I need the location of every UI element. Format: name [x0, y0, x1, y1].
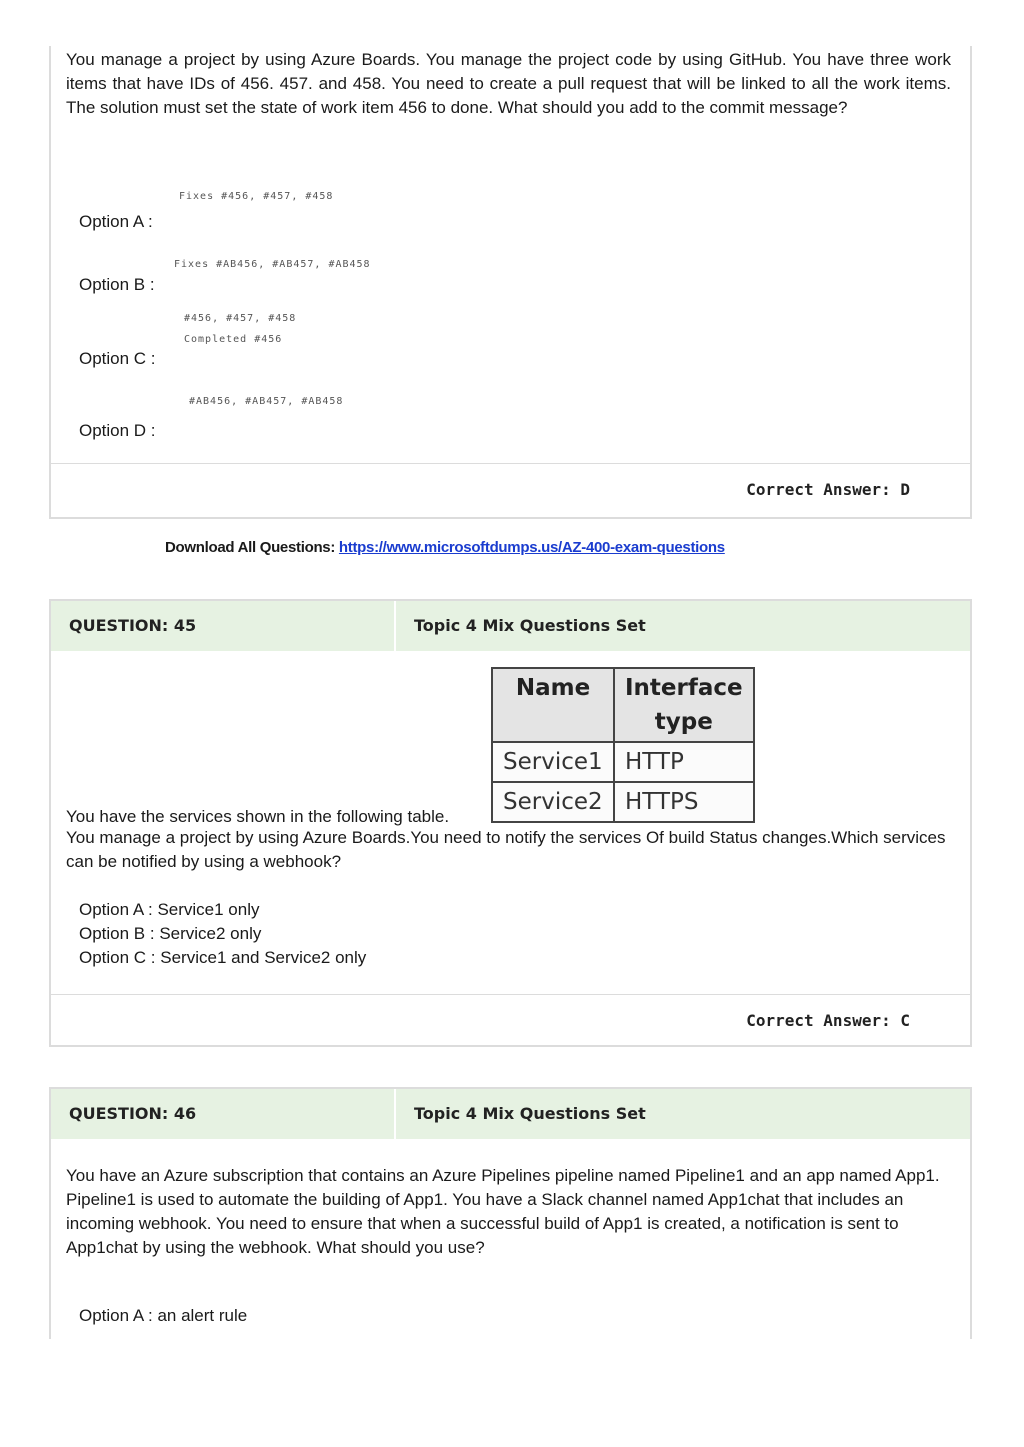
table-cell: Service1	[492, 742, 614, 782]
table-row	[492, 742, 754, 782]
question-44-text: You manage a project by using Azure Boards. You manage the project code by using GitHub. You have three work items that have IDs of 456. 457. and 458. You need to create a pull request that will be linked to all the work items. The solution must set the state of work item 456 to done. What should you add to the commit message?	[66, 50, 951, 117]
option-c-label: Option C :	[79, 349, 156, 368]
question-45-text: You manage a project by using Azure Boards.You need to notify the services Of build Status changes.Which services can be notified by using a webhook?	[66, 828, 946, 871]
option-d-label: Option D :	[79, 421, 156, 440]
answer-divider	[51, 463, 970, 464]
question-number: QUESTION: 46	[51, 1089, 396, 1139]
option-a: Option A : Service1 only	[79, 900, 260, 919]
option-c-code-line2: Completed #456	[184, 334, 283, 345]
table-cell: HTTP	[614, 742, 754, 782]
correct-answer-44: Correct Answer: D	[746, 480, 910, 499]
question-46-text: You have an Azure subscription that contains an Azure Pipelines pipeline named Pipeline1 and an app named App1. Pipeline1 is used to automate the building of App1. You have a Slack channel named App1chat that includes an incoming webhook. You need to ensure that when a successful build of App1 is created, a notification is sent to App1chat by using the webhook. What should you use?	[66, 1166, 940, 1257]
question-45-intro: You have the services shown in the following table.	[66, 807, 450, 826]
option-c-code-line1: #456, #457, #458	[184, 313, 297, 324]
question-44-card	[49, 46, 972, 519]
option-b-code: Fixes #AB456, #AB457, #AB458	[174, 259, 371, 270]
answer-divider	[51, 994, 970, 995]
table-cell: HTTPS	[614, 782, 754, 822]
table-header-row	[492, 668, 754, 742]
question-topic: Topic 4 Mix Questions Set	[414, 1104, 646, 1123]
option-a-code: Fixes #456, #457, #458	[179, 191, 334, 202]
question-46-card	[49, 1087, 972, 1339]
question-number: QUESTION: 45	[51, 601, 396, 651]
table-header-interface-type: Interface type	[614, 668, 754, 742]
question-topic: Topic 4 Mix Questions Set	[414, 616, 646, 635]
table-cell: Service2	[492, 782, 614, 822]
option-d-code: #AB456, #AB457, #AB458	[189, 396, 344, 407]
option-a-label: Option A :	[79, 212, 153, 231]
option-b-label: Option B :	[79, 275, 155, 294]
table-row	[492, 782, 754, 822]
download-line	[165, 539, 725, 556]
question-45-header	[51, 601, 970, 651]
option-a: Option A : an alert rule	[79, 1306, 248, 1325]
services-table	[491, 667, 755, 823]
download-link[interactable]: https://www.microsoftdumps.us/AZ-400-exam-questions	[338, 539, 725, 556]
download-label: Download All Questions:	[165, 539, 336, 556]
question-45-card	[49, 599, 972, 1047]
option-b: Option B : Service2 only	[79, 924, 262, 943]
option-c: Option C : Service1 and Service2 only	[79, 948, 367, 967]
correct-answer-45: Correct Answer: C	[746, 1011, 910, 1030]
table-header-name: Name	[492, 668, 614, 742]
question-46-header	[51, 1089, 970, 1139]
